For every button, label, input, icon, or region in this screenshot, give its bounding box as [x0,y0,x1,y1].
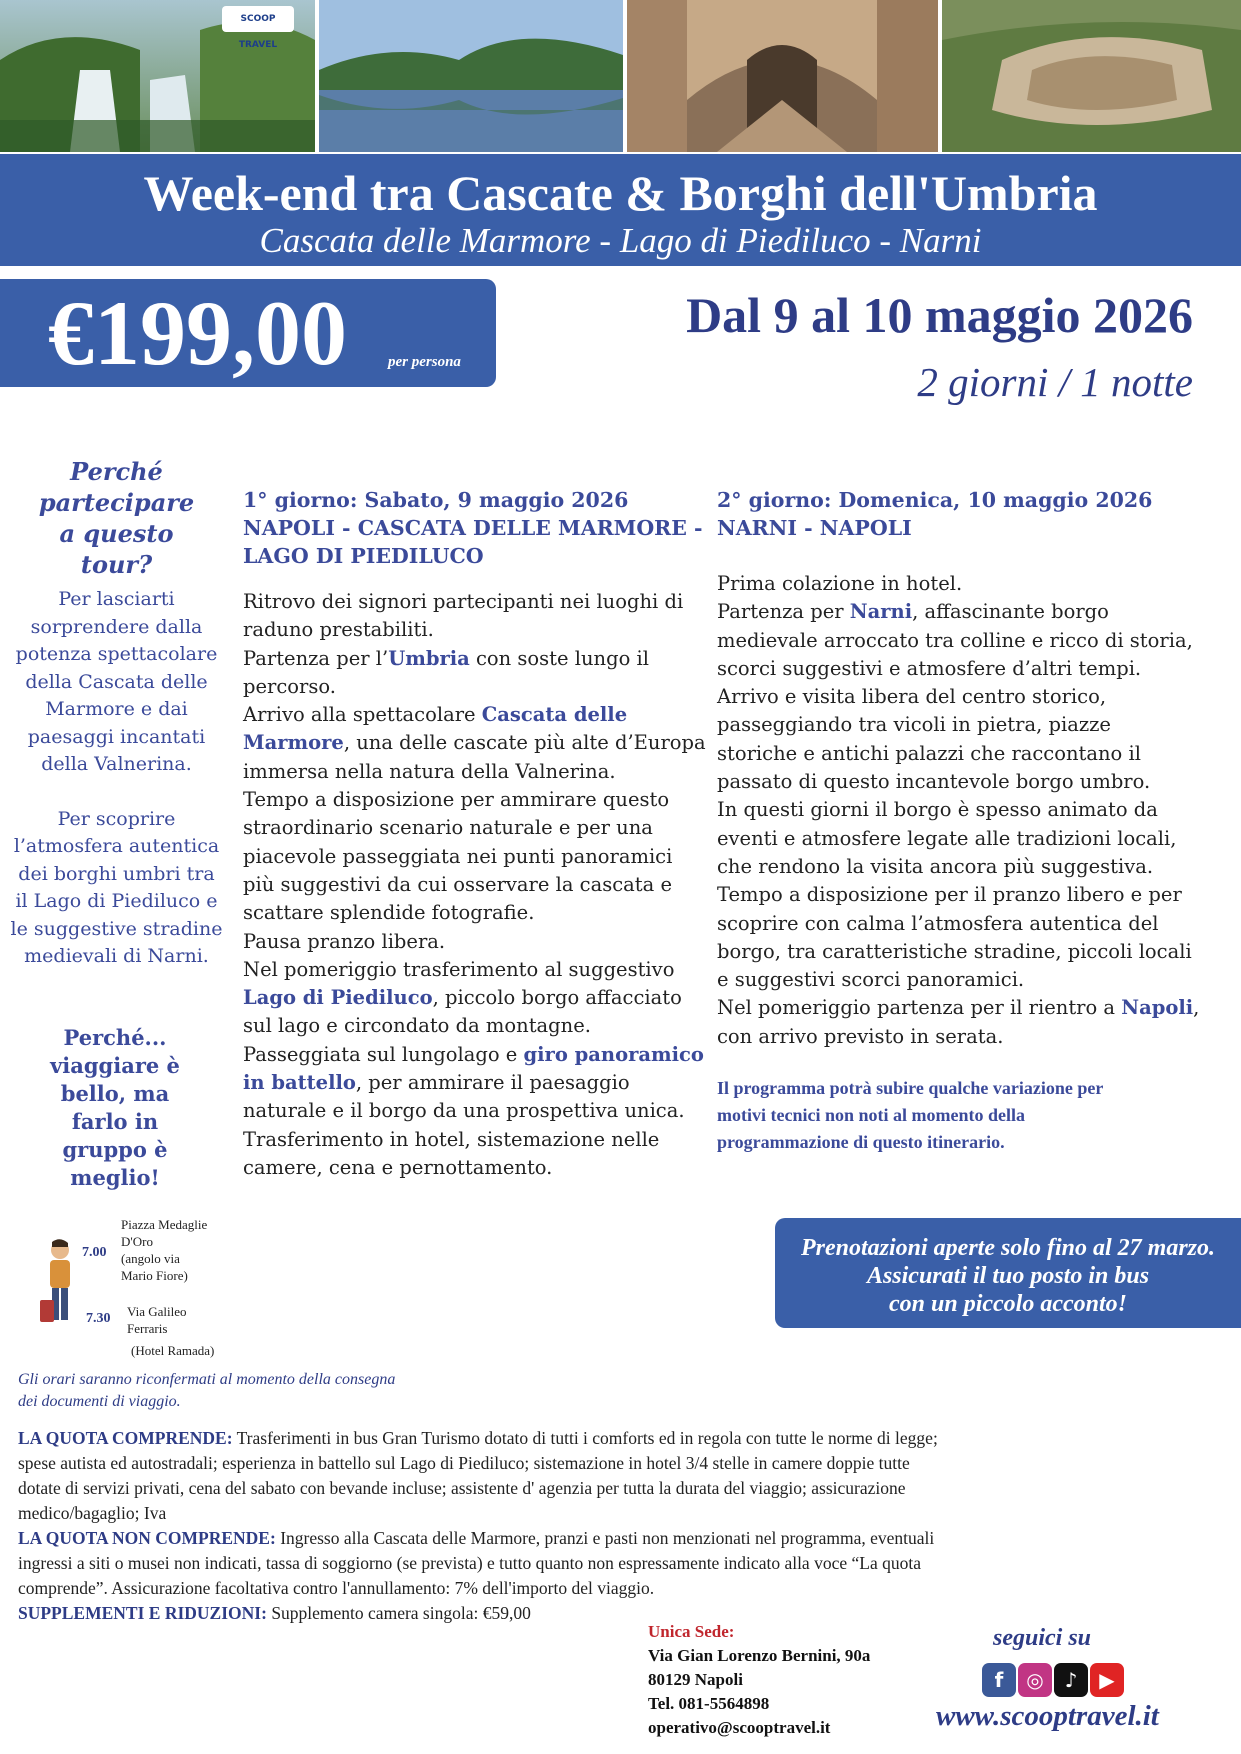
why-reason-1: Per lasciarti sorprendere dalla potenza spettacolare della Cascata delle Marmore e dai paesaggi incantati della Valnerina. [15,588,218,775]
title-banner [0,154,1241,266]
traveler-icon [38,1238,80,1328]
program-note: Il programma potrà subire qualche variazione per motivi tecnici non noti al momento della programmazione di questo itinerario. [717,1078,1104,1153]
logo-text: SCOOP TRAVEL [238,14,278,50]
why-title: Perché partecipare a questo tour? [38,457,195,579]
contact-email[interactable]: operativo@scooptravel.it [648,1718,831,1737]
photo-lake [319,0,623,152]
booking-banner: Prenotazioni aperte solo fino al 27 marzo. Assicurati il tuo posto in bus con un piccolo acconto! [775,1218,1241,1328]
day1-section [243,486,713,1182]
why-section [4,456,229,971]
logo [222,6,294,50]
why-reason-2: Per scoprire l’atmosfera autentica dei borghi umbri tra il Lago di Piediluco e le suggestive stradine medievali di Narni. [10,807,223,967]
contact-label: Unica Sede: [648,1622,735,1641]
includes-label: LA QUOTA COMPRENDE: [18,1428,233,1448]
supplements-label: SUPPLEMENTI E RIDUZIONI: [18,1603,267,1623]
price-amount: €199,00 [48,282,347,384]
day1-body: Ritrovo dei signori partecipanti nei luoghi di raduno prestabiliti. Partenza per l’Umbria con soste lungo il percorso. Arrivo alla spettacolare Cascata delle Marmore, una delle cascate più alte d’Europa immersa nella natura della Valnerina. Tempo a disposizione per ammirare questo straordinario scenario naturale e per una piacevole passeggiata nei punti panoramici più suggestivi da cui osservare la cascata e scattare splendide fotografie. Pausa pranzo libera. Nel pomeriggio trasferimento al suggestivo Lago di Piediluco, piccolo borgo affacciato sul lago e circondato da montagne. Passeggiata sul lungolago e giro panoramico in battello, per ammirare il paesaggio naturale e il borgo da una prospettiva unica. Trasferimento in hotel, sistemazione nelle camere, cena e pernottamento. [243,590,706,1179]
pickup-time-2: 7.30 [86,1311,111,1326]
day1-heading: 1° giorno: Sabato, 9 maggio 2026 NAPOLI - CASCATA DELLE MARMORE - LAGO DI PIEDILUCO [243,488,703,568]
facebook-icon[interactable]: f [982,1663,1016,1697]
pickup-disclaimer: Gli orari saranno riconfermati al momento della consegna dei documenti di viaggio. [18,1371,396,1410]
pickup-time-1: 7.00 [82,1245,107,1260]
photo-narni [942,0,1241,152]
youtube-icon[interactable]: ▶ [1090,1663,1124,1697]
day2-body: Prima colazione in hotel. Partenza per Narni, affascinante borgo medievale arroccato tra colline e ricco di storia, scorci suggestivi e atmosfere d’altri tempi. Arrivo e visita libera del centro storico, passeggiando tra vicoli in pietra, piazze storiche e antichi palazzi che raccontano il passato di questo incantevole borgo umbro. In questi giorni il borgo è spesso animato da eventi e atmosfere legate alle tradizioni locali, che rendono la visita ancora più suggestiva. Tempo a disposizione per il pranzo libero e per scoprire con calma l’atmosfera autentica del borgo, tra caratteristiche stradine, piccoli locali e suggestivi scorci panoramici. Nel pomeriggio partenza per il rientro a Napoli, con arrivo previsto in serata. [717,572,1200,1048]
tiktok-icon[interactable]: ♪ [1054,1663,1088,1697]
pickup-place-2: Via Galileo Ferraris [127,1304,187,1336]
excludes-label: LA QUOTA NON COMPRENDE: [18,1528,276,1548]
instagram-icon[interactable]: ◎ [1018,1663,1052,1697]
group-motto: Perché... viaggiare è bello, ma farlo in gruppo è meglio! [50,1025,180,1190]
social-label: seguici su [993,1625,1092,1651]
contact-block: Unica Sede: Via Gian Lorenzo Bernini, 90a 80129 Napoli Tel. 081-5564898 operativo@scooptravel.it [648,1620,870,1740]
photo-alley [627,0,938,152]
pickup-place-2-note: (Hotel Ramada) [131,1343,215,1358]
page-subtitle: Cascata delle Marmore - Lago di Piediluco - Narni [259,221,982,260]
day2-section [717,486,1237,1156]
price-unit: per persona [388,354,461,370]
pickup-place-1: Piazza Medaglie D'Oro (angolo via Mario Fiore) [121,1217,208,1283]
duration: 2 giorni / 1 notte [917,359,1193,405]
quota-section: LA QUOTA COMPRENDE: Trasferimenti in bus Gran Turismo dotato di tutti i comforts ed in regola con tutte le norme di legge; spese autista ed autostradali; esperienza in battello sul Lago di Piediluco; sistemazione in hotel 3/4 stelle in camere doppie tutte dotate di servizi privati, cena del sabato con bevande incluse; assistente d' agenzia per tutta la durata del viaggio; assicurazione medico/bagaglio; Iva LA QUOTA NON COMPRENDE: Ingresso alla Cascata delle Marmore, pranzi e pasti non menzionati nel programma, eventuali ingressi a siti o musei non indicati, tassa di soggiorno (se prevista) e tutto quanto non espressamente indicato alla voce “La quota comprende”. Assicurazione facoltativa contro l'annullamento: 7% dell'importo del viaggio. SUPPLEMENTI E RIDUZIONI: Supplemento camera singola: €59,00 [18,1428,938,1623]
website-link[interactable]: www.scooptravel.it [936,1700,1159,1732]
day2-heading: 2° giorno: Domenica, 10 maggio 2026 NARNI - NAPOLI [717,488,1153,540]
page-title: Week-end tra Cascate & Borghi dell'Umbria [143,165,1098,221]
date-range: Dal 9 al 10 maggio 2026 [686,287,1193,343]
